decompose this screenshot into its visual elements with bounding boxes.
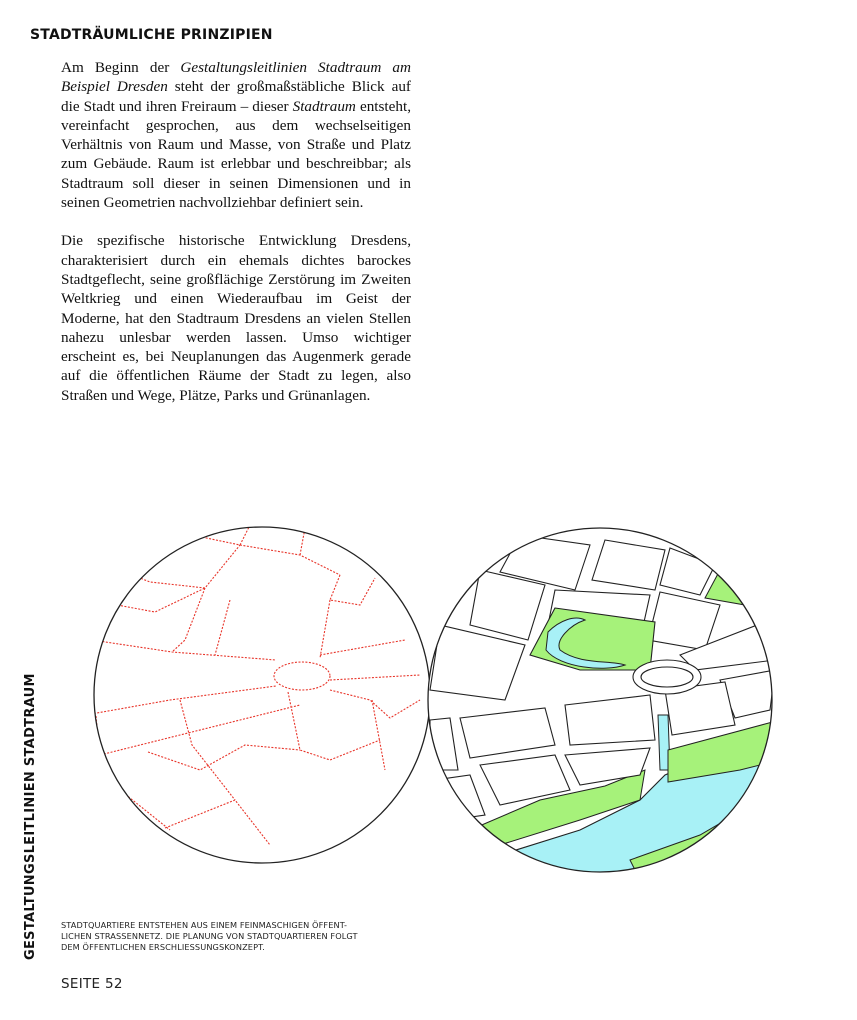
- street-line: [90, 588, 205, 612]
- street-line: [215, 600, 230, 655]
- figure-caption: [61, 920, 421, 953]
- street-line: [330, 575, 375, 605]
- paragraph-1-part-2: steht der großmaßstäbliche Blick auf die Stadt und ihren Freiraum – dieser: [61, 78, 411, 115]
- side-label: GESTALTUNGSLEITLINIEN STADTRAUM: [23, 673, 38, 960]
- figure-ground-map: [420, 520, 780, 880]
- street-line: [165, 800, 270, 845]
- street-line: [168, 530, 340, 575]
- street-line: [115, 545, 240, 588]
- paragraph-2: Die spezifische historische Entwicklung Dresdens, charakterisiert durch ein ehemals dichtes barockes Stadtgeflecht, seine großflächige Zerstörung im Zweiten Weltkrieg und einen Wiederaufbau im Geist der Moderne, hat den Stadtraum Dresdens an vielen Stellen nahezu unlesbar werden lassen. Umso wichtiger erscheint es, bei Neuplanungen das Augenmerk gerade auf die öffentlichen Räume der Stadt zu legen, also Straßen und Wege, Plätze, Parks und Grünanlagen.: [61, 232, 411, 404]
- street-line: [172, 588, 205, 652]
- caption-line: LICHEN STRASSENNETZ. DIE PLANUNG VON STADTQUARTIEREN FOLGT: [61, 931, 358, 941]
- caption-line: DEM ÖFFENTLICHEN ERSCHLIESSUNGSKONZEPT.: [61, 942, 265, 952]
- paragraph-1-emphasis-1: Gestaltungsleitlinien Stadtraum am Beispiel Dresden: [61, 59, 411, 96]
- street-line: [372, 700, 385, 770]
- street-line: [80, 705, 300, 760]
- street-line: [320, 600, 330, 658]
- paragraph-1-part-3: entsteht, vereinfacht gesprochen, aus dem wechselseitigen Verhältnis von Raum und Masse, von Straße und Platz zum Gebäude. Raum ist erlebbar und beschreibbar; als Stadtraum soll dieser in seinen Dimensionen und in seinen Geometrien nachvollziehbar definiert sein.: [61, 97, 411, 212]
- street-line: [92, 640, 276, 660]
- page-heading: STADTRÄUMLICHE PRINZIPIEN: [30, 27, 273, 43]
- roundabout-inner: [641, 667, 693, 687]
- caption-line: STADTQUARTIERE ENTSTEHEN AUS EINEM FEINMASCHIGEN ÖFFENT-: [61, 920, 348, 930]
- street-line: [80, 686, 276, 716]
- street-network-diagram: [80, 525, 430, 863]
- page-number: SEITE 52: [61, 976, 123, 992]
- street-line: [148, 745, 300, 770]
- map-frame-left: [94, 527, 430, 863]
- paragraph-1-emphasis-2: Stadtraum: [292, 97, 356, 115]
- street-line: [288, 692, 380, 760]
- street-line: [180, 700, 235, 800]
- street-line: [320, 640, 405, 655]
- street-roundabout: [274, 662, 330, 690]
- street-line: [330, 675, 420, 680]
- paragraph-1-part-1: Am Beginn der: [61, 59, 181, 76]
